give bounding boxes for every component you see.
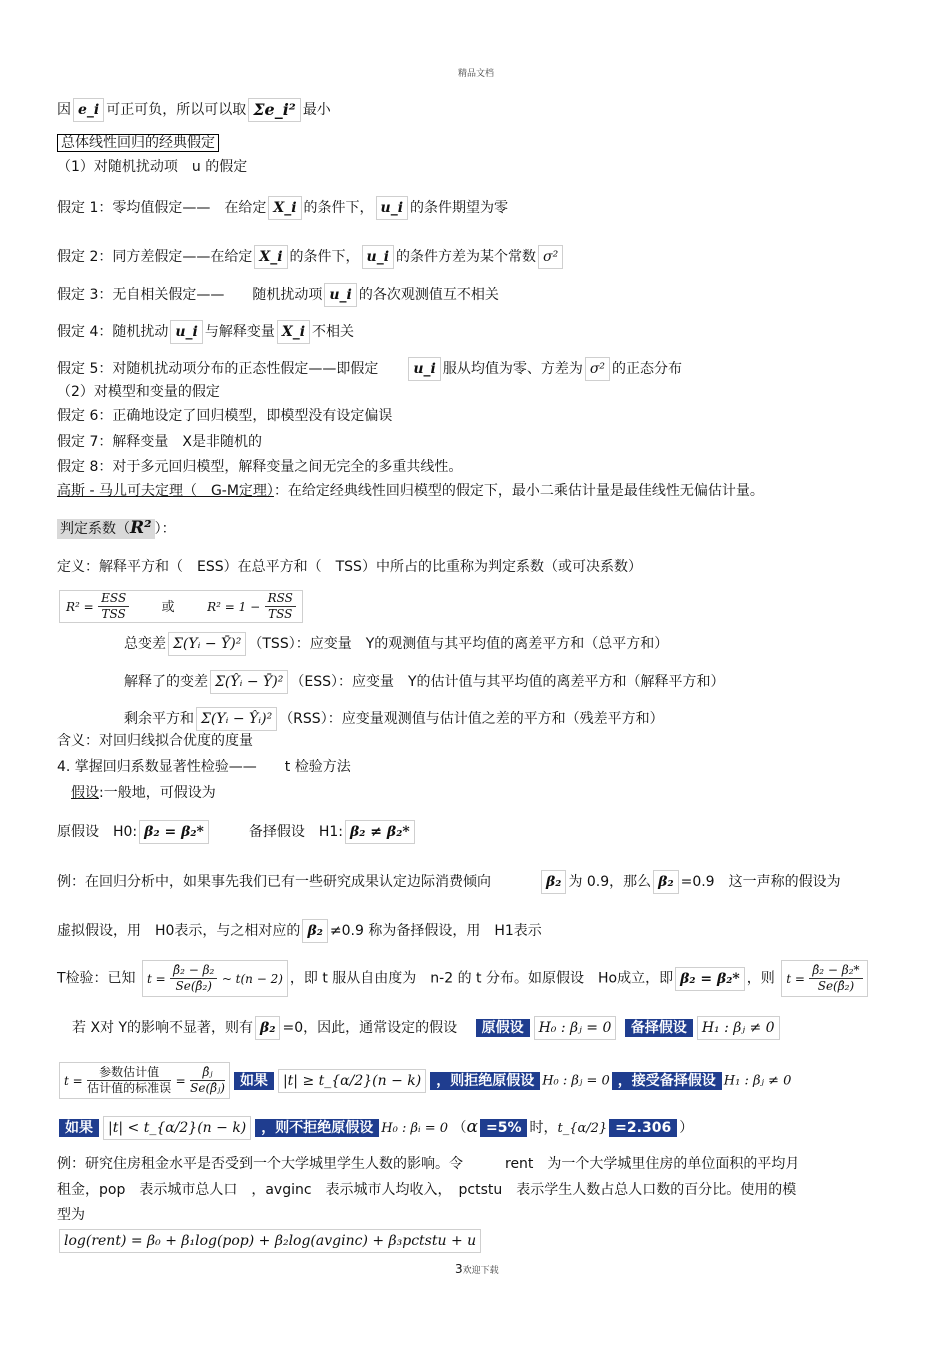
assumption-1: 假定 1：零均值假定—— 在给定 X_i 的条件下， u_i 的条件期望为零 [57,196,508,220]
page-footer: 3欢迎下载 [455,1262,499,1276]
assumption-5: 假定 5：对随机扰动项分布的正态性假定——即假定 u_i 服从均值为零、方差为 σ² 的正态分布 [57,357,682,381]
h0-h1-line: 原假设 H0: β₂ = β₂* 备择假设 H1: β₂ ≠ β₂* [57,820,417,844]
formula-sum-e2: Σe_i² [248,98,301,122]
subsection-1: （1）对随机扰动项 u 的假定 [57,159,248,175]
page-header: 精品文档 [458,69,495,79]
assumption-8: 假定 8：对于多元回归模型，解释变量之间无完全的多重共线性。 [57,459,463,475]
r2-definition: 定义：解释平方和（ ESS）在总平方和（ TSS）中所占的比重称为判定系数（或可决系数） [57,559,642,575]
subsection-2: （2）对模型和变量的假定 [57,384,220,400]
example-1: 例：在回归分析中，如果事先我们已有一些研究成果认定边际消费倾向 β₂ 为 0.9，那么 β₂ =0.9 这一声称的假设为 [57,870,841,894]
tss-line: 总变差 Σ(Yᵢ − Ȳ)² （TSS）：应变量 Y的观测值与其平均值的离差平方和（总平方和） [124,632,668,656]
t-test-line: T检验：已知 t = $\frac{\text{β̂₂ − β₂}}{\text{Se(β̂₂)}}$ ~ t(n − 2) ，即 t 服从自由度为 n-2 的 t 分布。如原假设 Ho成立，即 β₂ = β₂* ，则 t = $\frac{\text{β̂₂ − β₂*}}{\text{Se(β̂₂)}}$ [57,960,870,997]
t-decision-accept: 如果 |t| < t_{α/2}(n − k) ，则不拒绝原假设 H₀ : βᵢ = 0 （α =5% 时，t_{α/2} =2.306 ） [57,1116,693,1140]
assumption-4: 假定 4：随机扰动 u_i 与解释变量 X_i 不相关 [57,320,354,344]
t-test-insignificant: 若 X对 Y的影响不显著，则有 β₂ =0，因此，通常设定的假设 原假设 H₀ : βⱼ = 0 备择假设 H₁ : βⱼ ≠ 0 [72,1016,782,1040]
model-formula: log(rent) = β₀ + β₁log(pop) + β₂log(avginc) + β₃pctstu + u [57,1229,483,1253]
r2-meaning: 含义：对回归线拟合优度的度量 [57,733,253,749]
rss-line: 剩余平方和 Σ(Yᵢ − Ŷᵢ)² （RSS）：应变量观测值与估计值之差的平方和（残差平方和） [124,707,664,731]
example-1b: 虚拟假设，用 H0表示，与之相对应的 β₂ ≠0.9 称为备择假设，用 H1表示 [57,919,542,943]
example-2-line1: 例：研究住房租金水平是否受到一个大学城里学生人数的影响。令 rent 为一个大学城里住房的单位面积的平均月 [57,1156,800,1172]
section-title-box: 总体线性回归的经典假定 [57,133,219,153]
r2-formula: R² = $\frac{\text{ESS}}{\text{TSS}}$ 或 R² = 1 − $\frac{\text{RSS}}{\text{TSS}}$ [57,590,305,623]
ess-line: 解释了的变差 Σ(Ŷᵢ − Ȳ)² （ESS）：应变量 Y的估计值与其平均值的离差平方和（解释平方和） [124,670,725,694]
line-residual: 因 e_i 可正可负，所以可以取 Σe_i² 最小 [57,98,331,122]
assumption-7: 假定 7：解释变量 X是非随机的 [57,434,262,450]
example-2-line2: 租金，pop 表示城市总人口 ，avginc 表示城市人均收入， pctstu 表示学生人数占总人口数的百分比。使用的模 [57,1182,797,1198]
r2-heading: 判定系数（R² ）： [57,518,176,539]
formula-e-i: e_i [73,98,104,122]
assumption-3: 假定 3：无自相关假定—— 随机扰动项 u_i 的各次观测值互不相关 [57,283,499,307]
section-4: 4. 掌握回归系数显著性检验—— t 检验方法 [57,759,351,775]
example-2-line3: 型为 [57,1207,85,1223]
hypothesis-line: 假设:一般地，可假设为 [71,785,216,801]
t-decision-reject: t = $\frac{\text{参数估计值}}{\text{估计值的标准误}}$ = $\frac{\text{β̂ⱼ}}{\text{Se(β̂ⱼ)}}$ 如果 |t| ≥ t_{α/2}(n − k) ，则拒绝原假设 H₀ : βⱼ = 0 ，接受备择假设 H₁ : βⱼ ≠ 0 [57,1062,791,1099]
gauss-markov: 高斯 - 马儿可夫定理（ G-M定理）：在给定经典线性回归模型的假定下，最小二乘估计量是最佳线性无偏估计量。 [57,483,764,499]
assumption-6: 假定 6：正确地设定了回归模型，即模型没有设定偏误 [57,408,393,424]
assumption-2: 假定 2：同方差假定——在给定 X_i 的条件下， u_i 的条件方差为某个常数 σ² [57,245,565,269]
